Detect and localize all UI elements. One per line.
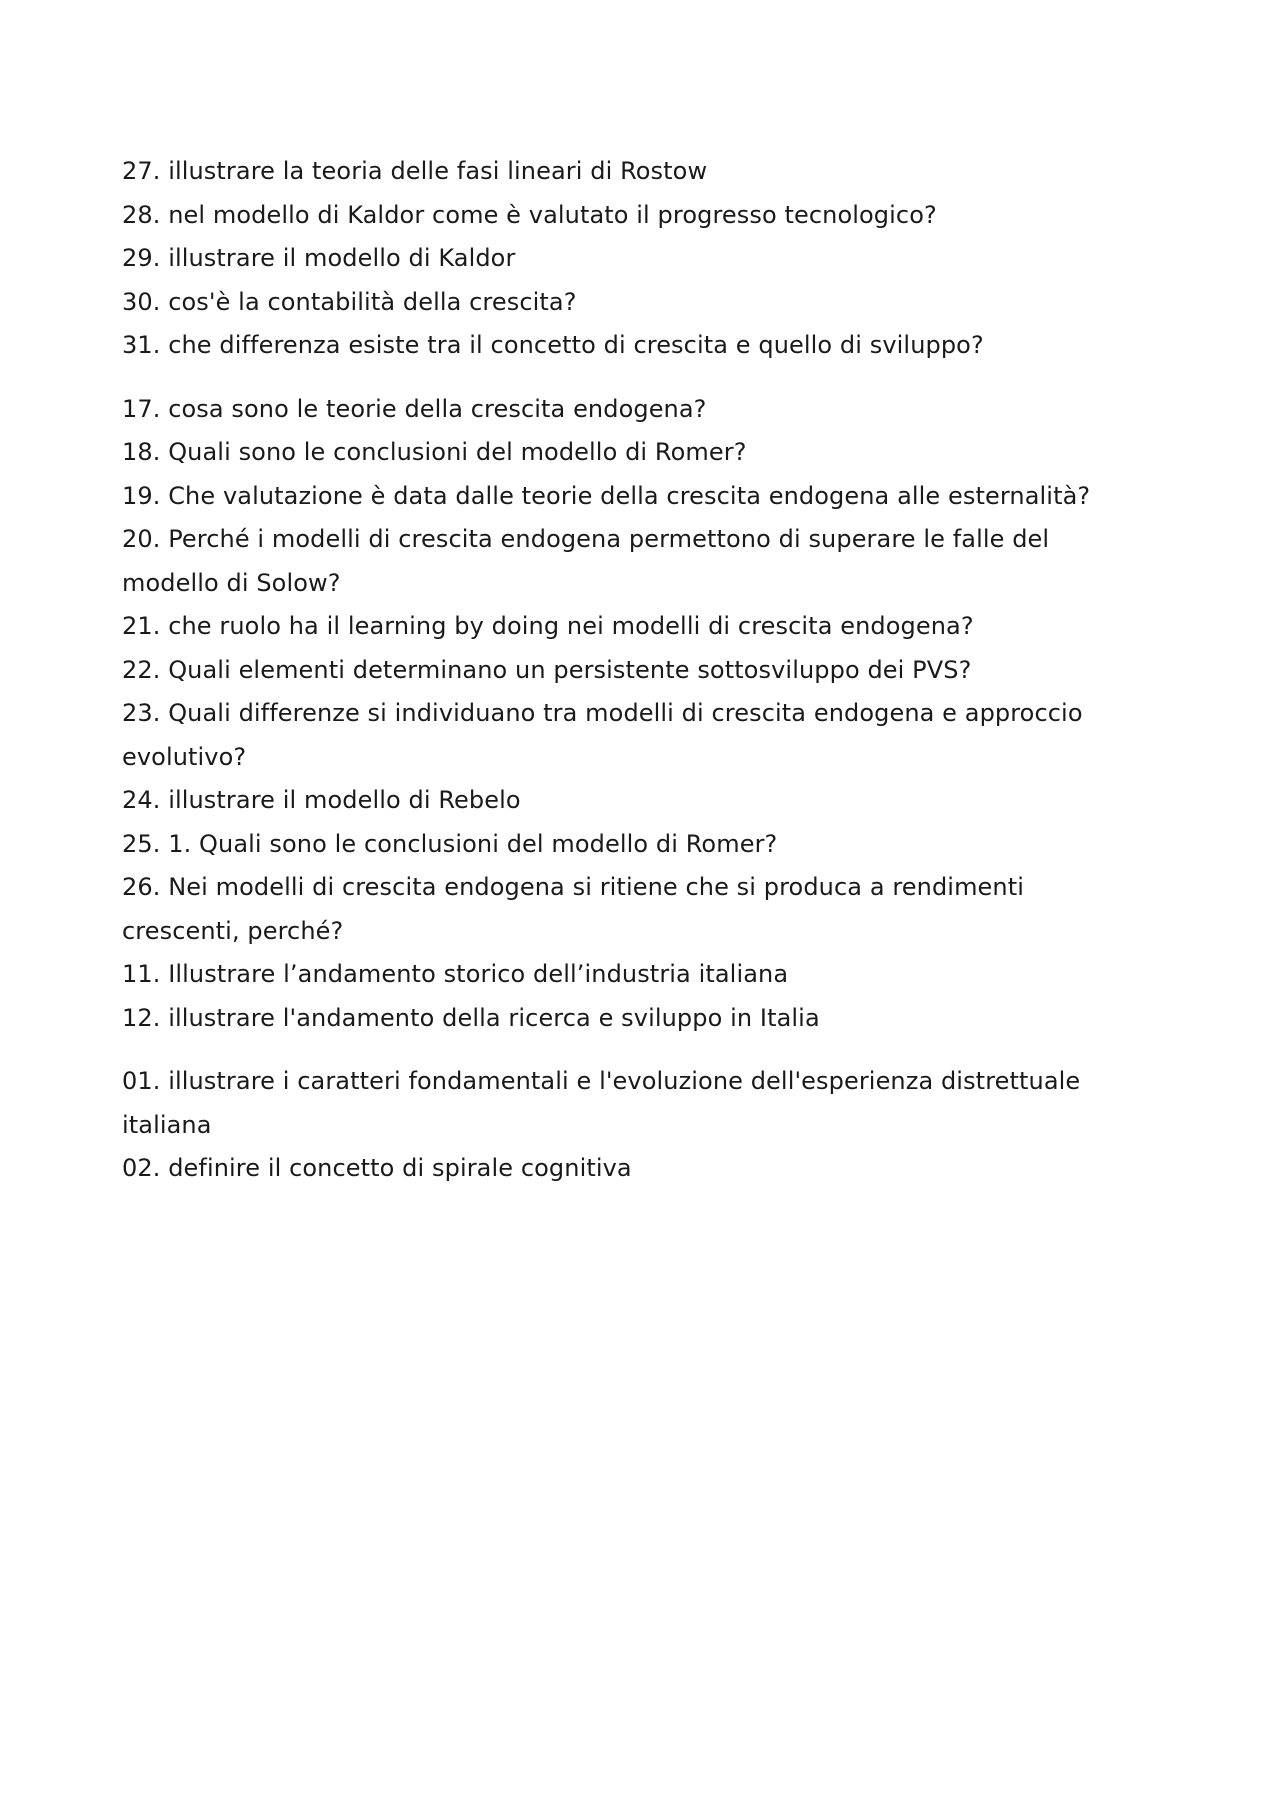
question-item: 22. Quali elementi determinano un persistente sottosviluppo dei PVS?	[122, 655, 972, 684]
question-item: 02. definire il concetto di spirale cognitiva	[122, 1154, 632, 1182]
question-group-2	[122, 388, 1142, 1041]
question-item: 31. che differenza esiste tra il concetto di crescita e quello di sviluppo?	[122, 331, 984, 359]
question-item: 24. illustrare il modello di Rebelo	[122, 786, 521, 814]
question-item: 23. Quali differenze si individuano tra modelli di crescita endogena e approccio evolutivo?	[122, 699, 1083, 771]
question-item: 20. Perché i modelli di crescita endogena permettono di superare le falle del modello di Solow?	[122, 525, 1050, 597]
question-item: 12. illustrare l'andamento della ricerca e sviluppo in Italia	[122, 1003, 820, 1032]
question-item: 11. Illustrare l’andamento storico dell’industria italiana	[122, 960, 789, 988]
question-item: 21. che ruolo ha il learning by doing nei modelli di crescita endogena?	[122, 612, 974, 640]
question-group-1	[122, 150, 1142, 368]
question-item: 29. illustrare il modello di Kaldor	[122, 244, 516, 272]
question-item: 18. Quali sono le conclusioni del modello di Romer?	[122, 438, 747, 466]
question-item: 01. illustrare i caratteri fondamentali e l'evoluzione dell'esperienza distrettuale italiana	[122, 1067, 1081, 1139]
question-item: 25. 1. Quali sono le conclusioni del modello di Romer?	[122, 829, 778, 858]
question-item: 27. illustrare la teoria delle fasi lineari di Rostow	[122, 157, 708, 185]
question-item: 26. Nei modelli di crescita endogena si ritiene che si produca a rendimenti crescenti, perché?	[122, 873, 1025, 945]
question-list	[122, 150, 1142, 1211]
question-group-3	[122, 1060, 1142, 1191]
question-item: 30. cos'è la contabilità della crescita?	[122, 287, 577, 316]
question-item: 17. cosa sono le teorie della crescita endogena?	[122, 394, 707, 423]
question-item: 28. nel modello di Kaldor come è valutato il progresso tecnologico?	[122, 200, 937, 229]
question-item: 19. Che valutazione è data dalle teorie della crescita endogena alle esternalità?	[122, 481, 1091, 510]
